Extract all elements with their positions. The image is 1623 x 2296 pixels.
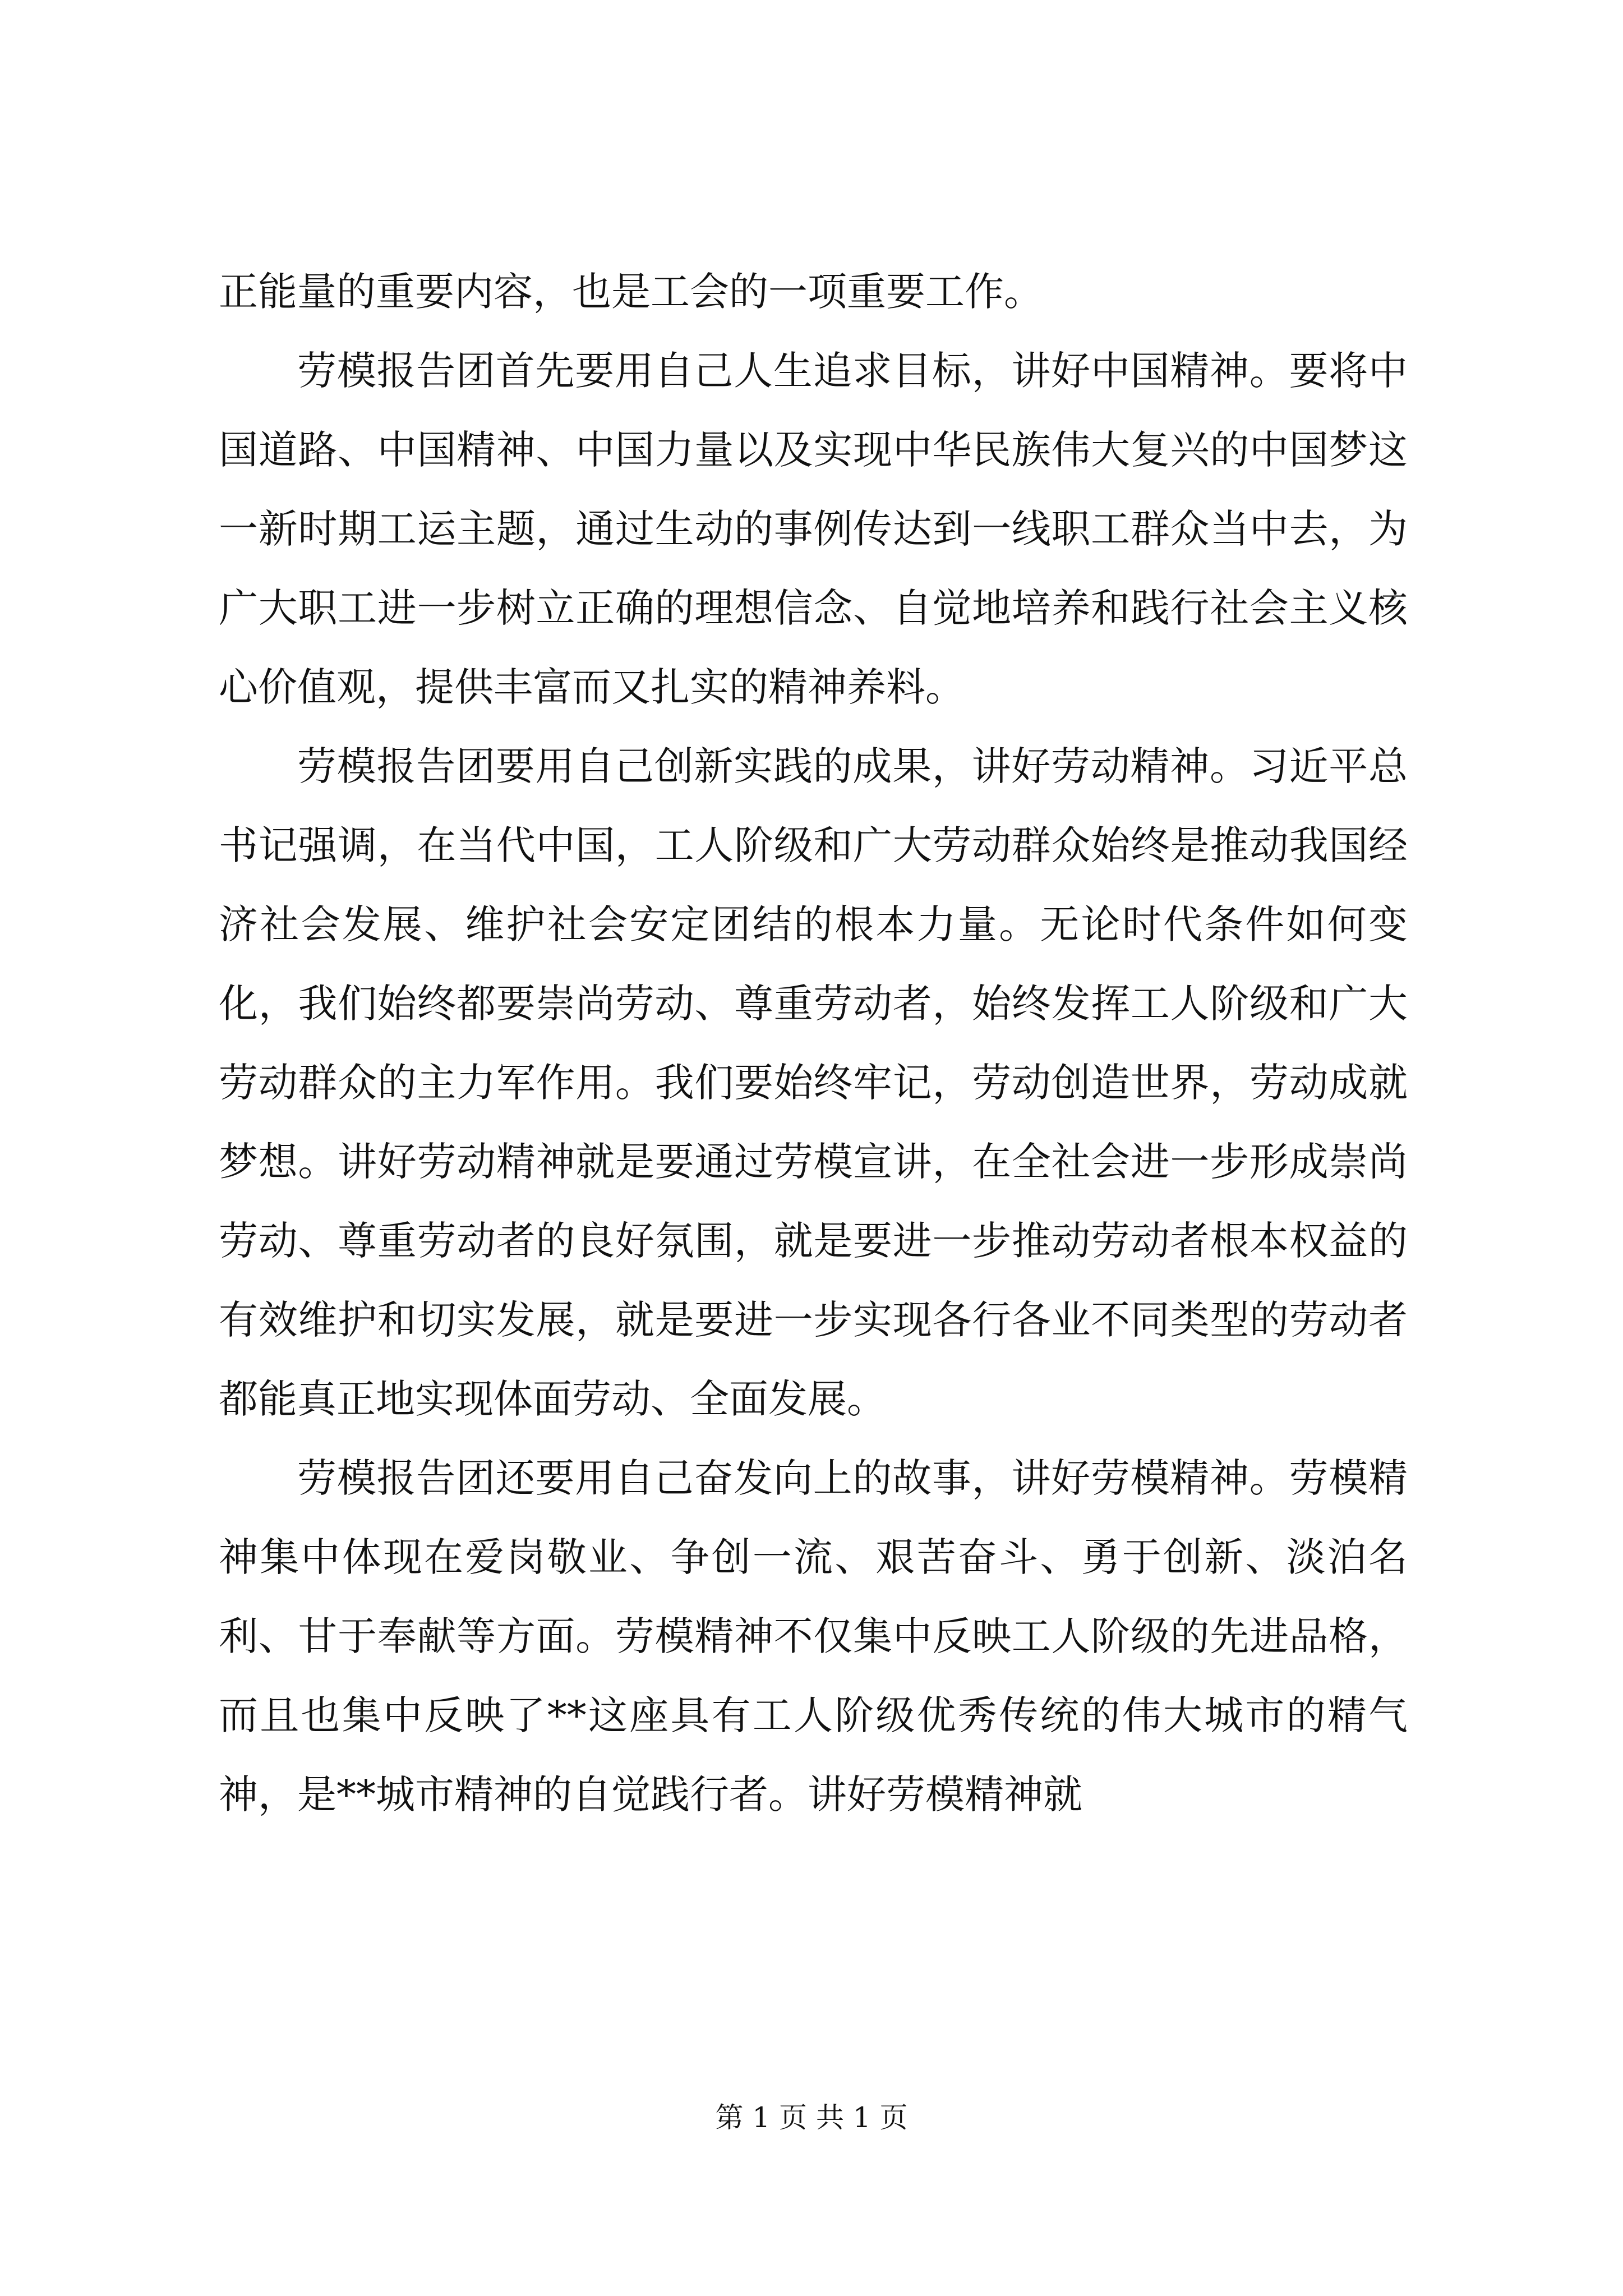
body-text [219,252,1408,1834]
paragraph-chinese-spirit: 劳模报告团首先要用自己人生追求目标，讲好中国精神。要将中国道路、中国精神、中国力量以及实现中华民族伟大复兴的中国梦这一新时期工运主题，通过生动的事例传达到一线职工群众当中去，为广大职工进一步树立正确的理想信念、自觉地培养和践行社会主义核心价值观，提供丰富而又扎实的精神养料。 [219,348,1408,710]
page-number-footer: 第 1 页 共 1 页 [715,2101,908,2134]
paragraph-continuation: 正能量的重要内容，也是工会的一项重要工作。 [219,269,1043,315]
paragraph-model-worker-spirit: 劳模报告团还要用自己奋发向上的故事，讲好劳模精神。劳模精神集中体现在爱岗敬业、争创一流、艰苦奋斗、勇于创新、淡泊名利、甘于奉献等方面。劳模精神不仅集中反映工人阶级的先进品格，而且也集中反映了**这座具有工人阶级优秀传统的伟大城市的精气神，是**城市精神的自觉践行者。讲好劳模精神就 [219,1455,1408,1818]
paragraph-labor-spirit: 劳模报告团要用自己创新实践的成果，讲好劳动精神。习近平总书记强调，在当代中国，工人阶级和广大劳动群众始终是推动我国经济社会发展、维护社会安定团结的根本力量。无论时代条件如何变化，我们始终都要崇尚劳动、尊重劳动者，始终发挥工人阶级和广大劳动群众的主力军作用。我们要始终牢记，劳动创造世界，劳动成就梦想。讲好劳动精神就是要通过劳模宣讲，在全社会进一步形成崇尚劳动、尊重劳动者的良好氛围，就是要进一步推动劳动者根本权益的有效维护和切实发展，就是要进一步实现各行各业不同类型的劳动者都能真正地实现体面劳动、全面发展。 [219,743,1408,1422]
